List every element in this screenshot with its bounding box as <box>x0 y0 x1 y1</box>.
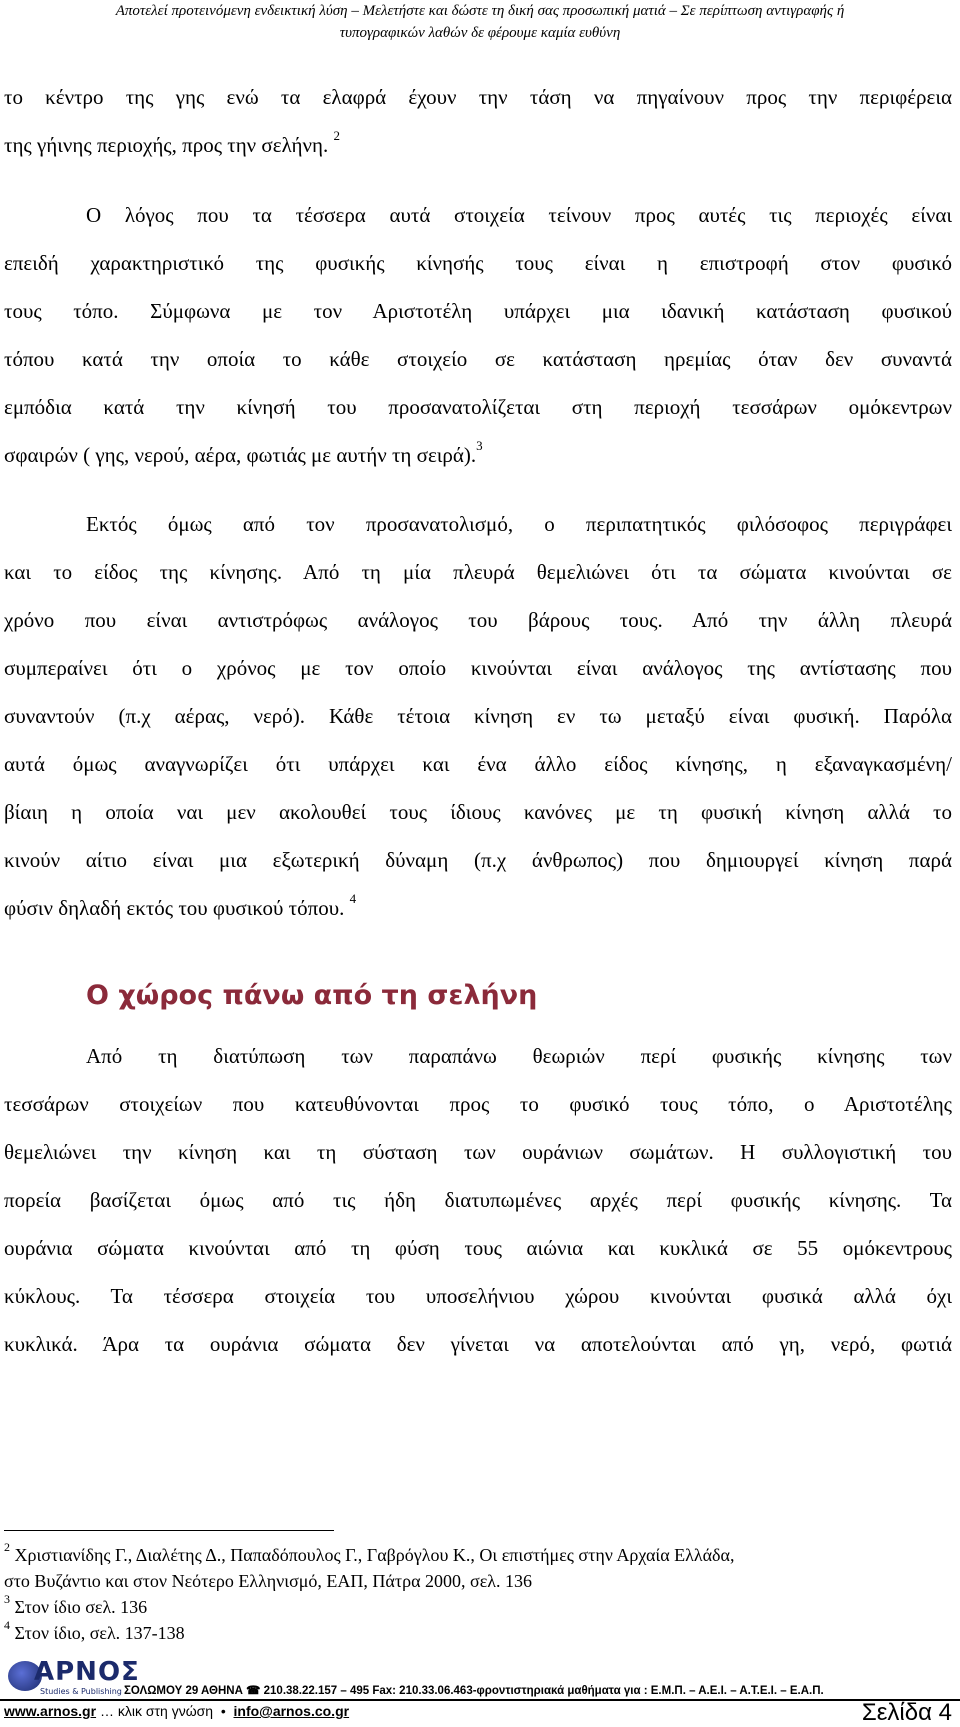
footnote: $^3$ Στον ίδιο σελ. 136 <box>4 1592 148 1617</box>
logo-subtitle: Studies & Publishing <box>40 1687 122 1696</box>
text-line: το κέντρο της γης ενώ τα ελαφρά έχουν την τάση να πηγαίνουν προς την περιφέρεια <box>4 85 952 109</box>
text-line: κυκλικά. Άρα τα ουράνια σώματα δεν γίνεται να αποτελούνται από γη, νερό, φωτιά <box>4 1332 952 1356</box>
footnote-separator <box>4 1530 334 1531</box>
page-footer <box>0 1655 960 1726</box>
header-line-1: Αποτελεί προτεινόμενη ενδεικτική λύση – Μελετήστε και δώστε τη δική σας προσωπική ματιά – Σε περίπτωση αντιγραφής ή <box>115 3 845 19</box>
footnote-ref: 2 <box>333 128 341 143</box>
bullet: • <box>220 1703 226 1719</box>
text-line: και το είδος της κίνησης. Από τη μία πλευρά θεμελιώνει ότι τα σώματα κινούνται σε <box>4 560 952 584</box>
text-line: σφαιρών ( γης, νερού, αέρα, φωτιάς με αυτήν τη σειρά).$^3$ <box>4 438 483 467</box>
text-line: τεσσάρων στοιχείων που κατευθύνονται προς το φυσικό τους τόπο, ο Αριστοτέλης <box>4 1092 952 1116</box>
paragraph-4 <box>4 1032 952 1368</box>
text-line: επειδή χαρακτηριστικό της φυσικής κίνησής τους είναι η επιστροφή στον φυσικό <box>4 251 952 275</box>
paragraph-1 <box>4 73 952 169</box>
text-line: θεμελιώνει την κίνηση και τη σύσταση των ουράνιων σωμάτων. Η συλλογιστική του <box>4 1140 952 1164</box>
paragraph-3 <box>4 500 952 932</box>
section-title: Ο χώρος πάνω από τη σελήνη <box>86 980 538 1011</box>
text-line: πορεία βασίζεται όμως από τις ήδη διατυπωμένες αρχές περί φυσικής κίνησης. Τα <box>4 1188 952 1212</box>
text-line: συναντούν (π.χ αέρας, νερό). Κάθε τέτοια κίνηση εν τω μεταξύ είναι φυσική. Παρόλα <box>4 704 952 728</box>
footnote-ref: 4 <box>349 891 357 906</box>
email-link[interactable]: info@arnos.co.gr <box>233 1703 350 1719</box>
website-link[interactable]: www.arnos.gr <box>4 1703 97 1719</box>
footer-divider <box>0 1699 960 1701</box>
footnotes <box>4 1542 952 1646</box>
text-line: κινούν αίτιο είναι μια εξωτερική δύναμη (π.χ άνθρωπος) που δημιουργεί κίνηση παρά <box>4 848 952 872</box>
text-line: εμπόδια κατά την κίνησή του προσανατολίζεται στη περιοχή τεσσάρων ομόκεντρων <box>4 395 952 419</box>
text-line: της γήινης περιοχής, προς την σελήνη. $^2$ <box>4 128 341 157</box>
text-line: συμπεραίνει ότι ο χρόνος με τον οποίο κινούνται είναι ανάλογος της αντίστασης που <box>4 656 952 680</box>
text-line: Από τη διατύπωση των παραπάνω θεωριών περί φυσικής κίνησης των <box>86 1044 952 1068</box>
footnote: $^2$ Χριστιανίδης Γ., Διαλέτης Δ., Παπαδόπουλος Γ., Γαβρόγλου Κ., Οι επιστήμες στην Αρχαία Ελλάδα, <box>4 1540 735 1565</box>
header-line-2: τυπογραφικών λαθών δε φέρουμε καμία ευθύνη <box>339 25 621 41</box>
slogan: … κλικ στη γνώση <box>99 1703 214 1719</box>
footnote-continuation: στο Βυζάντιο και στον Νεότερο Ελληνισμό, ΕΑΠ, Πάτρα 2000, σελ. 136 <box>4 1571 532 1591</box>
text-line: κύκλους. Τα τέσσερα στοιχεία του υποσελήνιου χώρου κινούνται φυσικά αλλά όχι <box>4 1284 952 1308</box>
paragraph-2 <box>4 191 952 479</box>
footnote: $^4$ Στον ίδιο, σελ. 137-138 <box>4 1618 185 1643</box>
text-line: βίαιη η οποία ναι μεν ακολουθεί τους ίδιους κανόνες με τη φυσική κίνηση αλλά το <box>4 800 952 824</box>
text-line: Ο λόγος που τα τέσσερα αυτά στοιχεία τείνουν προς αυτές τις περιοχές είναι <box>86 203 952 227</box>
arnos-logo <box>4 1655 140 1699</box>
footnote-ref: 3 <box>476 438 483 453</box>
text-line: αυτά όμως αναγνωρίζει ότι υπάρχει και ένα άλλο είδος κίνησης, η εξαναγκασμένη/ <box>4 752 952 776</box>
text-line: Εκτός όμως από τον προσανατολισμό, ο περιπατητικός φιλόσοφος περιγράφει <box>86 512 952 536</box>
page-header <box>0 0 960 44</box>
logo-text: ΑΡΝΟΣ <box>34 1657 140 1687</box>
text-line: χρόνο που είναι αντιστρόφως ανάλογος του βάρους τους. Από την άλλη πλευρά <box>4 608 952 632</box>
text-line: τους τόπο. Σύμφωνα με τον Αριστοτέλη υπάρχει μια ιδανική κατάσταση φυσικού <box>4 299 952 323</box>
page-number: Σελίδα 4 <box>861 1699 952 1726</box>
text-line: φύσιν δηλαδή εκτός του φυσικού τόπου. $^4$ <box>4 891 357 920</box>
text-line: ουράνια σώματα κινούνται από τη φύση τους αιώνια και κυκλικά σε 55 ομόκεντρους <box>4 1236 952 1260</box>
contact-info: ΣΟΛΩΜΟΥ 29 ΑΘΗΝΑ ☎ 210.38.22.157 – 495 Fax: 210.33.06.463-φροντιστηριακά μαθήματα για : Ε.Μ.Π. – Α.Ε.Ι. – Α.Τ.Ε.Ι. – Ε.Α.Π. <box>124 1685 824 1697</box>
text-line: τόπου κατά την οποία το κάθε στοιχείο σε κατάσταση ηρεμίας όταν δεν συναντά <box>4 347 952 371</box>
footer-bottom <box>4 1699 956 1726</box>
